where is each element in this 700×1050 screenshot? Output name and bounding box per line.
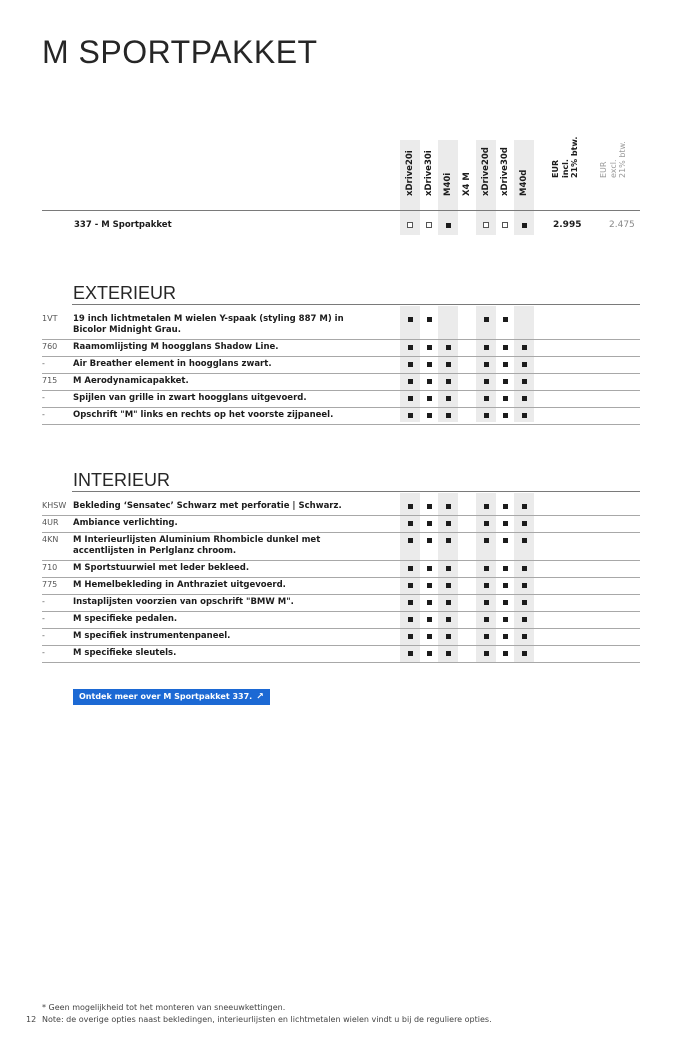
table-row: [42, 535, 640, 557]
standard-mark: [402, 598, 418, 607]
standard-mark: [402, 315, 418, 324]
standard-mark: [497, 581, 513, 590]
standard-mark: [440, 564, 456, 573]
standard-mark: [516, 502, 532, 511]
standard-mark: [440, 411, 456, 420]
option-description: M Sportstuurwiel met leder bekleed.: [73, 563, 250, 573]
option-code: -: [42, 614, 45, 623]
row-divider: [42, 515, 640, 516]
standard-mark: [516, 360, 532, 369]
standard-mark: [478, 649, 494, 658]
column-header-label: M40d: [519, 169, 529, 196]
standard-mark: [402, 394, 418, 403]
standard-mark: [497, 564, 513, 573]
option-description: Instaplijsten voorzien van opschrift "BMW M".: [73, 597, 294, 607]
option-code: KHSW: [42, 501, 67, 510]
standard-mark: [402, 536, 418, 545]
standard-mark: [440, 598, 456, 607]
standard-mark: [478, 536, 494, 545]
row-divider: [42, 373, 640, 374]
standard-mark: [497, 502, 513, 511]
table-row: [42, 342, 640, 353]
row-divider: [42, 628, 640, 629]
standard-mark: [497, 649, 513, 658]
standard-mark: [402, 519, 418, 528]
standard-mark: [478, 315, 494, 324]
option-code: 710: [42, 563, 58, 572]
standard-mark: [516, 615, 532, 624]
standard-mark: [478, 519, 494, 528]
standard-mark: [421, 519, 437, 528]
option-code: -: [42, 410, 45, 419]
option-description: M Interieurlijsten Aluminium Rhombicle dunkel met accentlijsten in Perlglanz chroom.: [73, 535, 321, 556]
standard-mark: [516, 377, 532, 386]
row-divider: [42, 645, 640, 646]
exterieur-heading: EXTERIEUR: [73, 283, 177, 303]
standard-mark: [516, 564, 532, 573]
standard-mark: [421, 502, 437, 511]
standard-mark: [402, 377, 418, 386]
package-price-incl: 2.995: [553, 220, 582, 230]
interieur-rule: [72, 491, 640, 492]
standard-mark: [516, 632, 532, 641]
column-header-label: M40i: [443, 172, 453, 196]
standard-mark: [478, 360, 494, 369]
standard-mark: [421, 581, 437, 590]
column-header-label: xDrive30d: [500, 147, 510, 196]
standard-mark: [478, 394, 494, 403]
standard-mark: [478, 343, 494, 352]
option-code: 775: [42, 580, 58, 589]
option-code: -: [42, 393, 45, 402]
standard-mark: [421, 360, 437, 369]
standard-mark: [478, 632, 494, 641]
column-header: [478, 142, 494, 206]
standard-mark: [440, 360, 456, 369]
row-divider: [42, 356, 640, 357]
row-divider: [42, 390, 640, 391]
standard-mark: [402, 649, 418, 658]
standard-mark: [440, 343, 456, 352]
table-row: [42, 648, 640, 659]
column-header-label: xDrive30i: [424, 150, 434, 196]
column-header-label: xDrive20d: [481, 147, 491, 196]
standard-mark: [497, 615, 513, 624]
price-incl-header: [549, 136, 583, 206]
option-description: M Aerodynamicapakket.: [73, 376, 189, 386]
standard-mark: [497, 315, 513, 324]
table-row: [42, 376, 640, 387]
standard-mark: [516, 649, 532, 658]
standard-mark: [516, 221, 532, 230]
option-description: Spijlen van grille in zwart hoogglans uitgevoerd.: [73, 393, 307, 403]
column-header: [516, 142, 532, 206]
row-divider: [42, 577, 640, 578]
standard-mark: [421, 615, 437, 624]
option-code: 760: [42, 342, 58, 351]
column-header-label: xDrive20i: [405, 150, 415, 196]
standard-mark: [478, 581, 494, 590]
table-row: [42, 314, 640, 336]
row-divider: [42, 424, 640, 425]
page-number: 12: [26, 1015, 37, 1024]
standard-mark: [440, 394, 456, 403]
standard-mark: [402, 411, 418, 420]
option-description: M specifiek instrumentenpaneel.: [73, 631, 231, 641]
column-header: [497, 142, 513, 206]
standard-mark: [440, 581, 456, 590]
option-description: Air Breather element in hoogglans zwart.: [73, 359, 272, 369]
table-row: [42, 518, 640, 529]
standard-mark: [497, 632, 513, 641]
standard-mark: [516, 394, 532, 403]
standard-mark: [440, 536, 456, 545]
page-title: M SPORTPAKKET: [42, 34, 318, 70]
standard-mark: [402, 632, 418, 641]
column-header: [402, 142, 418, 206]
standard-mark: [402, 502, 418, 511]
table-row: [42, 631, 640, 642]
standard-mark: [478, 502, 494, 511]
standard-mark: [421, 411, 437, 420]
package-price-excl: 2.475: [609, 220, 635, 230]
column-header: [440, 142, 456, 206]
standard-mark: [497, 377, 513, 386]
table-row: [42, 393, 640, 404]
standard-mark: [402, 360, 418, 369]
standard-mark: [497, 598, 513, 607]
standard-mark: [497, 519, 513, 528]
standard-mark: [402, 581, 418, 590]
standard-mark: [440, 377, 456, 386]
standard-mark: [421, 632, 437, 641]
column-header-label: X4 M: [462, 172, 472, 196]
standard-mark: [402, 343, 418, 352]
price-incl-header-text: EUR incl. 21% btw.: [551, 136, 579, 178]
option-code: 4UR: [42, 518, 59, 527]
standard-mark: [440, 615, 456, 624]
standard-mark: [440, 632, 456, 641]
row-divider: [42, 532, 640, 533]
option-description: Raamomlijsting M hoogglans Shadow Line.: [73, 342, 279, 352]
standard-mark: [421, 343, 437, 352]
external-link-icon: ↗: [256, 692, 264, 702]
option-code: 4KN: [42, 535, 59, 544]
standard-mark: [440, 519, 456, 528]
standard-mark: [478, 411, 494, 420]
option-code: 1VT: [42, 314, 58, 323]
standard-mark: [497, 411, 513, 420]
option-description: Ambiance verlichting.: [73, 518, 178, 528]
table-row: [42, 597, 640, 608]
price-excl-header-text: EUR excl. 21% btw.: [599, 140, 627, 178]
option-description: M specifieke pedalen.: [73, 614, 178, 624]
standard-mark: [478, 615, 494, 624]
standard-mark: [421, 536, 437, 545]
table-row: [42, 580, 640, 591]
standard-mark: [516, 536, 532, 545]
standard-mark: [497, 536, 513, 545]
table-row: [42, 563, 640, 574]
row-divider: [42, 662, 640, 663]
table-row: [42, 410, 640, 421]
standard-mark: [516, 411, 532, 420]
footnote-sneeuwkettingen: * Geen mogelijkheid tot het monteren van sneeuwkettingen.: [42, 1003, 286, 1012]
standard-mark: [421, 649, 437, 658]
standard-mark: [478, 598, 494, 607]
exterieur-rule: [72, 304, 640, 305]
row-divider: [42, 560, 640, 561]
standard-mark: [516, 598, 532, 607]
standard-mark: [516, 581, 532, 590]
standard-mark: [440, 221, 456, 230]
standard-mark: [421, 564, 437, 573]
package-label: 337 - M Sportpakket: [74, 220, 172, 230]
interieur-heading: INTERIEUR: [73, 470, 171, 490]
standard-mark: [516, 519, 532, 528]
optional-mark: [421, 221, 437, 230]
standard-mark: [421, 377, 437, 386]
standard-mark: [421, 394, 437, 403]
column-header: [421, 142, 437, 206]
option-description: Bekleding ‘Sensatec’ Schwarz met perforatie | Schwarz.: [73, 501, 342, 511]
standard-mark: [478, 564, 494, 573]
row-divider: [42, 611, 640, 612]
row-divider: [42, 594, 640, 595]
optional-mark: [478, 221, 494, 230]
table-row: [42, 501, 640, 512]
header-rule: [42, 210, 640, 211]
standard-mark: [421, 598, 437, 607]
standard-mark: [402, 615, 418, 624]
cta-label: Ontdek meer over M Sportpakket 337.: [79, 692, 253, 701]
standard-mark: [402, 564, 418, 573]
option-description: M Hemelbekleding in Anthraziet uitgevoerd.: [73, 580, 286, 590]
standard-mark: [421, 315, 437, 324]
footnote-opties: Note: de overige opties naast bekledingen, interieurlijsten en lichtmetalen wielen vindt u bij de reguliere opties.: [42, 1015, 492, 1024]
option-code: -: [42, 597, 45, 606]
optional-mark: [497, 221, 513, 230]
option-code: -: [42, 631, 45, 640]
option-code: -: [42, 359, 45, 368]
sportpakket-link-button[interactable]: [73, 689, 270, 705]
option-code: 715: [42, 376, 58, 385]
option-description: M specifieke sleutels.: [73, 648, 177, 658]
standard-mark: [516, 343, 532, 352]
standard-mark: [478, 377, 494, 386]
table-row: [42, 359, 640, 370]
option-description: 19 inch lichtmetalen M wielen Y-spaak (styling 887 M) in Bicolor Midnight Grau.: [73, 314, 344, 335]
option-code: -: [42, 648, 45, 657]
standard-mark: [497, 343, 513, 352]
standard-mark: [440, 649, 456, 658]
column-header: [459, 142, 475, 206]
price-excl-header: [597, 142, 631, 206]
row-divider: [42, 339, 640, 340]
table-row: [42, 614, 640, 625]
row-divider: [42, 407, 640, 408]
option-description: Opschrift "M" links en rechts op het voorste zijpaneel.: [73, 410, 334, 420]
standard-mark: [440, 502, 456, 511]
standard-mark: [497, 394, 513, 403]
standard-mark: [497, 360, 513, 369]
optional-mark: [402, 221, 418, 230]
